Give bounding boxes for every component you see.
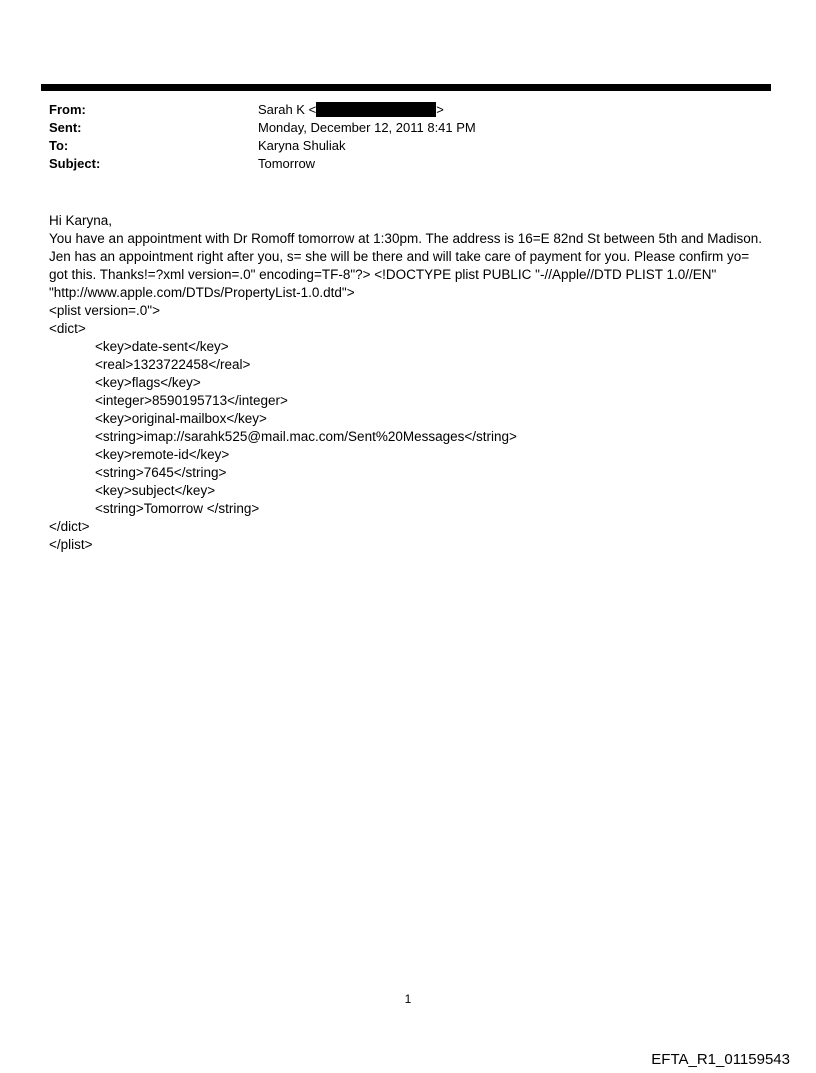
body-line: <dict> bbox=[49, 321, 86, 336]
header-row-from bbox=[49, 101, 769, 119]
body-line: got this. Thanks!=?xml version=.0" encoding=TF-8"?> <!DOCTYPE plist PUBLIC "-//Apple//DTD PLIST 1.0//EN" bbox=[49, 267, 717, 282]
to-label: To: bbox=[49, 138, 69, 153]
body-line: <plist version=.0"> bbox=[49, 303, 160, 318]
body-line: <string>7645</string> bbox=[95, 465, 227, 480]
page-number: 1 bbox=[404, 992, 412, 1006]
header-row-subject bbox=[49, 155, 769, 173]
email-header bbox=[49, 101, 769, 173]
header-row-to bbox=[49, 137, 769, 155]
body-line: <real>1323722458</real> bbox=[95, 357, 251, 372]
redaction-box bbox=[316, 102, 436, 117]
sent-label: Sent: bbox=[49, 120, 82, 135]
bates-number: EFTA_R1_01159543 bbox=[651, 1051, 790, 1068]
body-line: <key>subject</key> bbox=[95, 483, 216, 498]
body-line: <string>Tomorrow </string> bbox=[95, 501, 260, 516]
body-line: Hi Karyna, bbox=[49, 213, 113, 228]
from-value bbox=[258, 101, 769, 119]
body-line: <key>original-mailbox</key> bbox=[95, 411, 267, 426]
from-value-prefix: Sarah K < bbox=[258, 102, 317, 117]
from-value-suffix: > bbox=[436, 102, 444, 117]
header-divider-bar bbox=[41, 84, 771, 91]
subject-value: Tomorrow bbox=[258, 156, 316, 171]
from-label: From: bbox=[49, 102, 86, 117]
body-line: <integer>8590195713</integer> bbox=[95, 393, 288, 408]
to-value: Karyna Shuliak bbox=[258, 138, 346, 153]
body-line: <key>date-sent</key> bbox=[95, 339, 229, 354]
body-line: <key>flags</key> bbox=[95, 375, 201, 390]
body-line: </dict> bbox=[49, 519, 90, 534]
email-body bbox=[49, 212, 789, 554]
body-line: "http://www.apple.com/DTDs/PropertyList-1.0.dtd"> bbox=[49, 285, 355, 300]
body-line: </plist> bbox=[49, 537, 93, 552]
sent-value: Monday, December 12, 2011 8:41 PM bbox=[258, 120, 476, 135]
body-line: You have an appointment with Dr Romoff tomorrow at 1:30pm. The address is 16=E 82nd St between 5th and Madison. bbox=[49, 231, 763, 246]
subject-label: Subject: bbox=[49, 156, 101, 171]
body-line: <key>remote-id</key> bbox=[95, 447, 230, 462]
body-line: Jen has an appointment right after you, s= she will be there and will take care of payment for you. Please confirm yo= bbox=[49, 249, 750, 264]
header-row-sent bbox=[49, 119, 769, 137]
body-line: <string>imap://sarahk525@mail.mac.com/Sent%20Messages</string> bbox=[95, 429, 517, 444]
